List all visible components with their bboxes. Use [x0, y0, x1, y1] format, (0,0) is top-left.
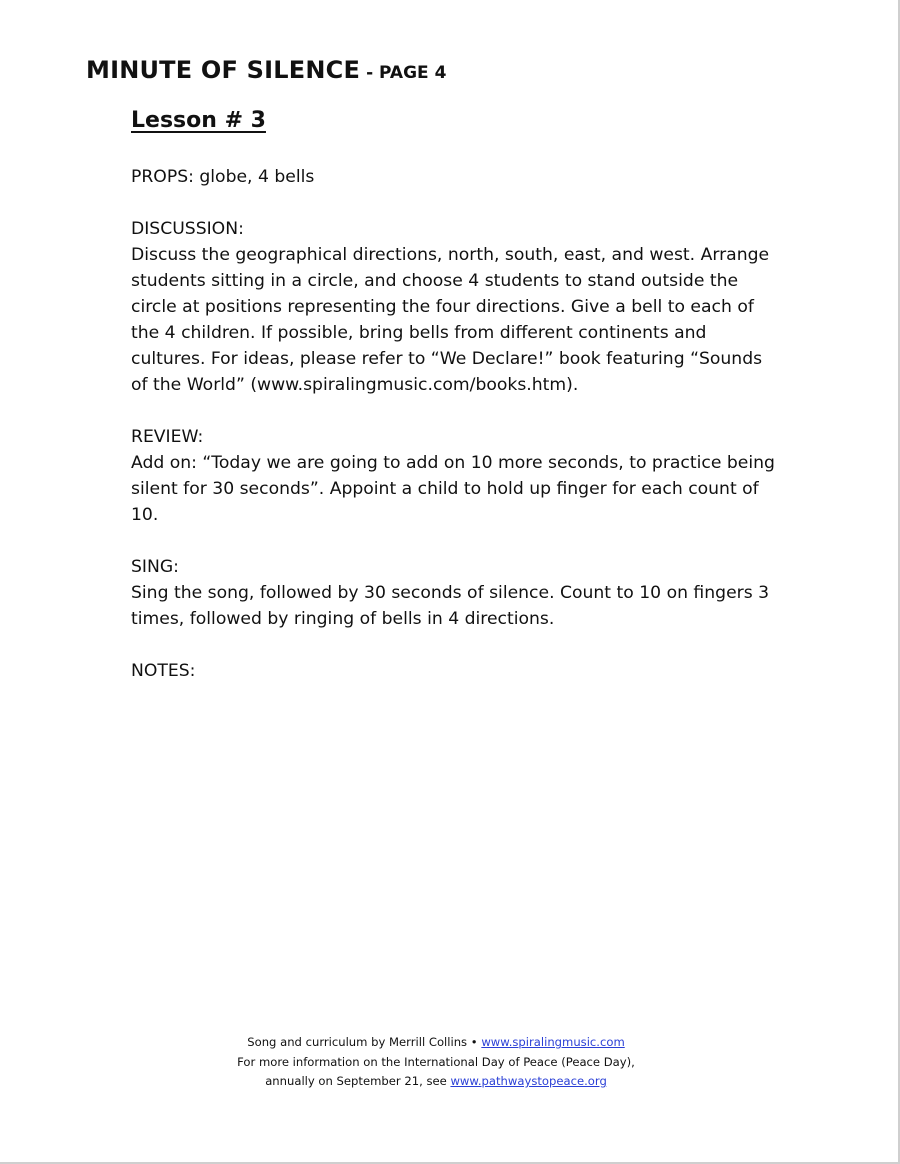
- document-title: MINUTE OF SILENCE: [86, 56, 361, 84]
- discussion-label: DISCUSSION:: [131, 219, 244, 239]
- footer-date-text: annually on September 21, see: [265, 1074, 451, 1088]
- review-label: REVIEW:: [131, 427, 204, 447]
- props-line: PROPS: globe, 4 bells: [131, 167, 315, 187]
- page-footer: [0, 1033, 872, 1092]
- footer-line-date: [0, 1072, 872, 1092]
- page-header: [86, 56, 446, 84]
- footer-line-credits: [0, 1033, 872, 1053]
- page-number: - PAGE 4: [366, 63, 447, 83]
- pathwaystopeace-link[interactable]: www.pathwaystopeace.org: [450, 1074, 607, 1088]
- discussion-text: Discuss the geographical directions, north, south, east, and west. Arrange students sitting in a circle, and choose 4 students to stand outside the circle at positions representing the four directions. Give a bell to each of the 4 children. If possible, bring bells from different continents and cultures. For ideas, please refer to “We Declare!” book featuring “Sounds of the World” (www.spiralingmusic.com/books.htm).: [131, 245, 770, 395]
- lesson-title: Lesson # 3: [131, 108, 266, 133]
- footer-line-info: For more information on the International Day of Peace (Peace Day),: [237, 1054, 635, 1069]
- lesson-content: [131, 108, 781, 684]
- spiralingmusic-link[interactable]: www.spiralingmusic.com: [481, 1035, 625, 1049]
- sing-text: Sing the song, followed by 30 seconds of silence. Count to 10 on fingers 3 times, followed by ringing of bells in 4 directions.: [131, 583, 770, 629]
- notes-label: NOTES:: [131, 661, 196, 681]
- sing-label: SING:: [131, 557, 179, 577]
- review-text: Add on: “Today we are going to add on 10 more seconds, to practice being silent for 30 seconds”. Appoint a child to hold up finger for each count of 10.: [131, 453, 775, 525]
- footer-credits-text: Song and curriculum by Merrill Collins •: [247, 1035, 482, 1049]
